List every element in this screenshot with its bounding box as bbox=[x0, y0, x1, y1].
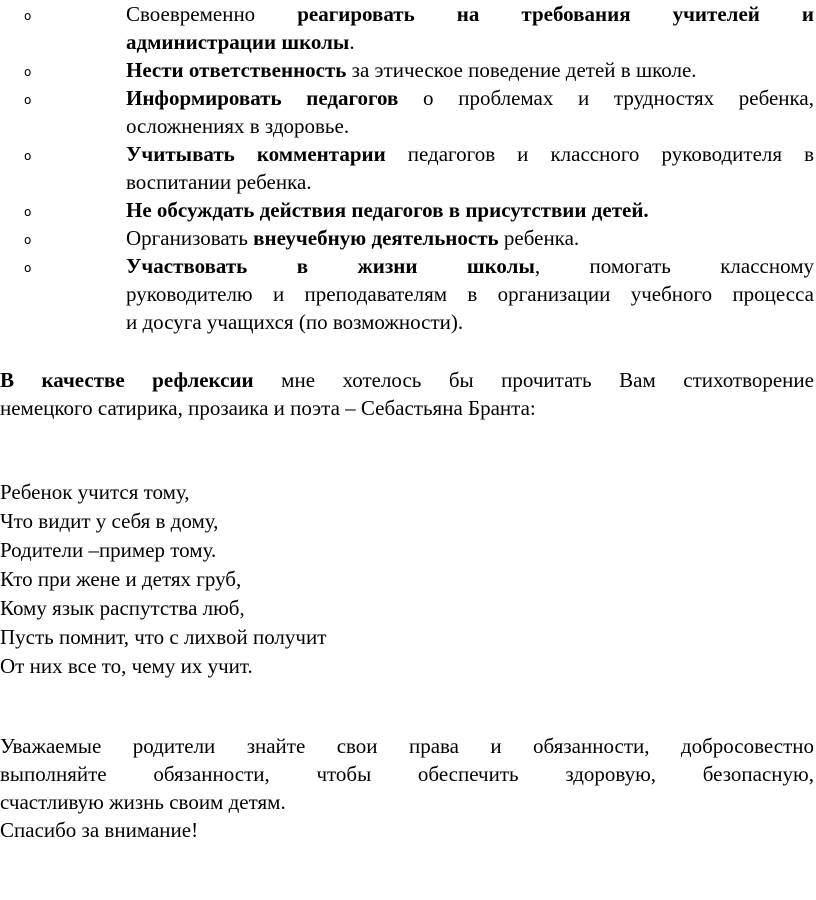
poem-line: Что видит у себя в дому, bbox=[0, 509, 219, 533]
poem-line: Родители –пример тому. bbox=[0, 538, 217, 562]
bullet-circle-icon: o bbox=[24, 205, 32, 219]
closing-paragraph bbox=[0, 732, 814, 844]
paragraph-line: счастливую жизнь своим детям. bbox=[0, 790, 286, 814]
list-item bbox=[0, 56, 816, 84]
bullet-circle-icon: o bbox=[24, 233, 32, 247]
list-item bbox=[0, 84, 816, 140]
list-item bbox=[0, 196, 816, 224]
list-item-line: Нести ответственность за этическое поведение детей в школе. bbox=[126, 58, 697, 82]
responsibilities-list bbox=[0, 0, 816, 336]
list-item-line: Участвовать в жизни школы, помогать классному bbox=[126, 254, 815, 278]
bullet-circle-icon: o bbox=[24, 93, 32, 107]
list-item bbox=[0, 140, 816, 196]
paragraph-line: Уважаемые родители знайте свои права и обязанности, добросовестно bbox=[0, 734, 814, 758]
paragraph-line: В качестве рефлексии мне хотелось бы прочитать Вам стихотворение bbox=[0, 368, 814, 392]
poem-line: Кто при жене и детях груб, bbox=[0, 567, 242, 591]
list-item-line: Организовать внеучебную деятельность ребенка. bbox=[126, 226, 580, 250]
bullet-circle-icon: o bbox=[24, 149, 32, 163]
poem-line: Кому язык распутства люб, bbox=[0, 596, 245, 620]
list-item-line: руководителю и преподавателям в организации учебного процесса bbox=[126, 282, 814, 306]
bullet-circle-icon: o bbox=[24, 9, 32, 23]
list-item-line: Своевременно реагировать на требования учителей и bbox=[126, 2, 814, 26]
list-item-line: воспитании ребенка. bbox=[126, 170, 312, 194]
list-item bbox=[0, 224, 816, 252]
poem-line: Пусть помнит, что с лихвой получит bbox=[0, 625, 327, 649]
paragraph-line: немецкого сатирика, прозаика и поэта – Себастьяна Бранта: bbox=[0, 396, 536, 420]
poem-line: От них все то, чему их учит. bbox=[0, 654, 253, 678]
poem-line: Ребенок учится тому, bbox=[0, 480, 190, 504]
thanks-line: Спасибо за внимание! bbox=[0, 818, 199, 842]
list-item-line: Не обсуждать действия педагогов в присутствии детей. bbox=[126, 198, 649, 222]
paragraph-line: выполняйте обязанности, чтобы обеспечить здоровую, безопасную, bbox=[0, 762, 814, 786]
reflection-paragraph bbox=[0, 366, 814, 422]
bullet-circle-icon: o bbox=[24, 65, 32, 79]
list-item-line: Учитывать комментарии педагогов и классного руководителя в bbox=[126, 142, 815, 166]
list-item bbox=[0, 252, 816, 336]
list-item-line: осложнениях в здоровье. bbox=[126, 114, 350, 138]
bullet-circle-icon: o bbox=[24, 261, 32, 275]
list-item-line: Информировать педагогов о проблемах и трудностях ребенка, bbox=[126, 86, 815, 110]
list-item-line: администрации школы. bbox=[126, 30, 355, 54]
poem bbox=[0, 478, 814, 681]
list-item-line: и досуга учащихся (по возможности). bbox=[126, 310, 464, 334]
list-item bbox=[0, 0, 816, 56]
